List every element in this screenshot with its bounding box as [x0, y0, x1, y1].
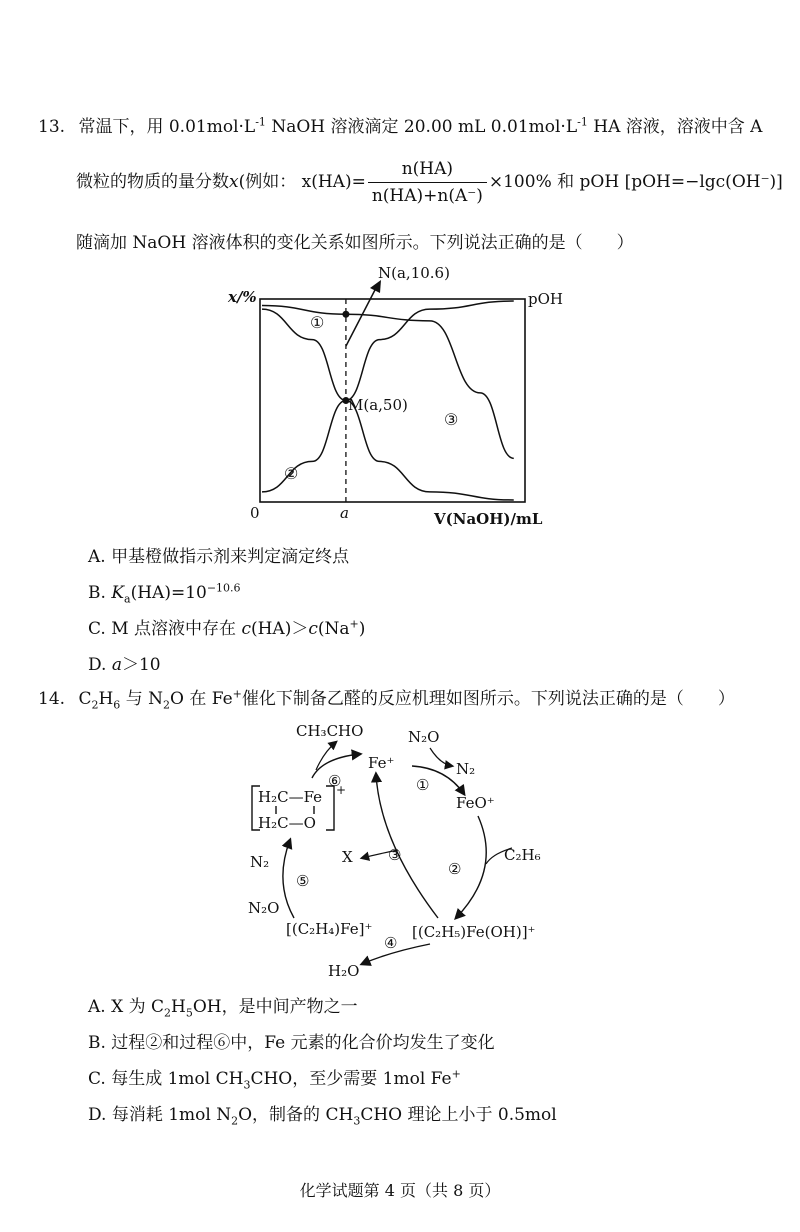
step1-label: ①	[416, 776, 430, 794]
opt-c-end: )	[358, 619, 366, 639]
n2-left-label: N₂	[250, 853, 270, 871]
step2-label: ②	[448, 860, 462, 878]
q13-stem-a: 常温下，用 0.01mol·L	[78, 117, 256, 137]
fraction-denominator: n(HA)+n(A⁻)	[371, 186, 483, 206]
q14-a-pre: A. X 为 C	[88, 997, 165, 1017]
opt-c-c1: c	[241, 619, 251, 639]
step3-label: ③	[388, 846, 402, 864]
arrow-n-line	[346, 288, 376, 346]
fraction	[368, 158, 487, 207]
q14-stem-d: O 在 Fe	[169, 689, 233, 709]
ch3cho-label: CH₃CHO	[296, 722, 364, 740]
q14-option-b: B. 过程②和过程⑥中，Fe 元素的化合价均发生了变化	[88, 1033, 495, 1053]
q13-line1	[38, 116, 762, 138]
opt-d-var: a	[111, 655, 122, 675]
q14-d-mid: O，制备的 CH	[238, 1105, 354, 1125]
q13-line2-eg: (例如：	[238, 172, 297, 192]
opt-b-sub: a	[124, 592, 131, 606]
opt-d-post: ＞10	[121, 655, 161, 675]
c2h5feoh-label: [(C₂H₅)Fe(OH)]⁺	[412, 923, 536, 941]
x-tick-a: a	[340, 504, 349, 522]
y-axis-left-label: x/%	[228, 288, 257, 306]
h2o-label: H₂O	[328, 962, 360, 980]
q14-option-d	[88, 1104, 557, 1126]
curve-3-label: ③	[444, 410, 459, 429]
q14-a-b: H	[171, 997, 186, 1017]
q14-sub3: 2	[162, 698, 170, 712]
q14-d-s1: 2	[231, 1114, 239, 1128]
q14-sub2: 6	[113, 698, 121, 712]
fraction-numerator: n(HA)	[368, 158, 487, 183]
label-m: M(a,50)	[348, 396, 408, 414]
q14-stem-b: H	[98, 689, 114, 709]
step6-label: ⑥	[328, 772, 342, 790]
q13-line3: 随滴加 NaOH 溶液体积的变化关系如图所示。下列说法正确的是（ ）	[76, 233, 634, 253]
step4-label: ④	[384, 934, 398, 952]
curve-3-poh	[262, 306, 514, 459]
q13-sup1: -1	[255, 115, 266, 129]
arrow-n2o-in	[430, 748, 452, 766]
q14-stem-c: 与 N	[120, 689, 163, 709]
x-axis-label: V(NaOH)/mL	[434, 510, 543, 528]
opt-c-mid: (HA)＞	[250, 619, 309, 639]
q14-a-s1: 2	[164, 1006, 172, 1020]
c2h6-label: C₂H₆	[504, 846, 541, 864]
q14-c-s1: 3	[243, 1078, 251, 1092]
q14-d-s2: 3	[353, 1114, 361, 1128]
q13-line2-post: ×100% 和 pOH [pOH=−lgc(OH⁻)]	[488, 172, 783, 192]
arrow-ch3cho-out	[316, 742, 336, 770]
label-n: N(a,10.6)	[378, 264, 450, 282]
q14-number: 14.	[38, 689, 66, 709]
q14-c-mid: CHO，至少需要 1mol Fe	[250, 1069, 452, 1089]
step5-label: ⑤	[296, 872, 310, 890]
q14-c-pre: C. 每生成 1mol CH	[88, 1069, 244, 1089]
q13-stem-c: HA 溶液，溶液中含 A	[587, 117, 763, 137]
opt-c-prefix: C. M 点溶液中存在	[88, 619, 242, 639]
q13-stem-b: NaOH 溶液滴定 20.00 mL 0.01mol·L	[265, 117, 578, 137]
opt-b-k: K	[111, 583, 125, 603]
y-axis-right-label: pOH	[528, 290, 563, 308]
ring-top: H₂C—Fe	[258, 788, 323, 806]
opt-d-prefix: D.	[88, 655, 112, 675]
opt-b-sup: −10.6	[206, 581, 241, 595]
c2h4fe-label: [(C₂H₄)Fe]⁺	[286, 920, 373, 938]
q13-line2-var: x	[229, 172, 239, 192]
q14-stem-e: 催化下制备乙醛的反应机理如图所示。下列说法正确的是（ ）	[241, 689, 735, 709]
n2o-top-label: N₂O	[408, 728, 440, 746]
q13-number: 13.	[38, 117, 66, 137]
q13-sup2: -1	[577, 115, 588, 129]
x-label: X	[342, 848, 353, 866]
n2-top-label: N₂	[456, 760, 476, 778]
q13-line2-pre: 微粒的物质的量分数	[76, 172, 229, 192]
fraction-lhs: x(HA)=	[301, 172, 366, 192]
q14-option-a	[88, 996, 358, 1018]
catalytic-cycle-diagram	[230, 712, 570, 992]
q13-line2	[76, 158, 783, 207]
ring-bracket-right	[326, 786, 334, 830]
q14-c-sup: +	[451, 1067, 461, 1081]
point-n	[342, 311, 349, 318]
feo-plus-label: FeO⁺	[456, 794, 495, 812]
q14-d-pre: D. 每消耗 1mol N	[88, 1105, 232, 1125]
q14-stem-a: C	[78, 689, 92, 709]
opt-c-c2: c	[308, 619, 318, 639]
ring-charge: +	[336, 783, 347, 797]
q13-option-b	[88, 582, 241, 604]
arrow-step3	[376, 774, 438, 918]
opt-b-prefix: B.	[88, 583, 112, 603]
page-footer: 化学试题第 4 页（共 8 页）	[299, 1181, 501, 1200]
titration-chart	[210, 262, 600, 532]
q14-d-post: CHO 理论上小于 0.5mol	[360, 1105, 557, 1125]
q14-option-c	[88, 1068, 461, 1090]
opt-c-sup: +	[349, 617, 359, 631]
curve-1-label: ①	[310, 313, 325, 332]
q14-sup1: +	[232, 687, 242, 701]
q14-sub1: 2	[91, 698, 99, 712]
fe-plus-label: Fe⁺	[368, 754, 395, 772]
ring-bottom: H₂C—O	[258, 814, 316, 832]
q13-option-a: A. 甲基橙做指示剂来判定滴定终点	[88, 547, 350, 567]
q13-option-d	[88, 654, 161, 676]
q14-line1	[38, 688, 735, 710]
curve-2-label: ②	[284, 464, 299, 483]
opt-c-post: (Na	[317, 619, 350, 639]
arrow-step5	[283, 840, 294, 918]
n2o-left-label: N₂O	[248, 899, 280, 917]
q14-a-s2: 5	[185, 1006, 193, 1020]
origin-label: 0	[250, 504, 260, 522]
q13-option-c	[88, 618, 365, 640]
opt-b-post: (HA)=10	[130, 583, 207, 603]
q14-a-post: OH，是中间产物之一	[192, 997, 358, 1017]
